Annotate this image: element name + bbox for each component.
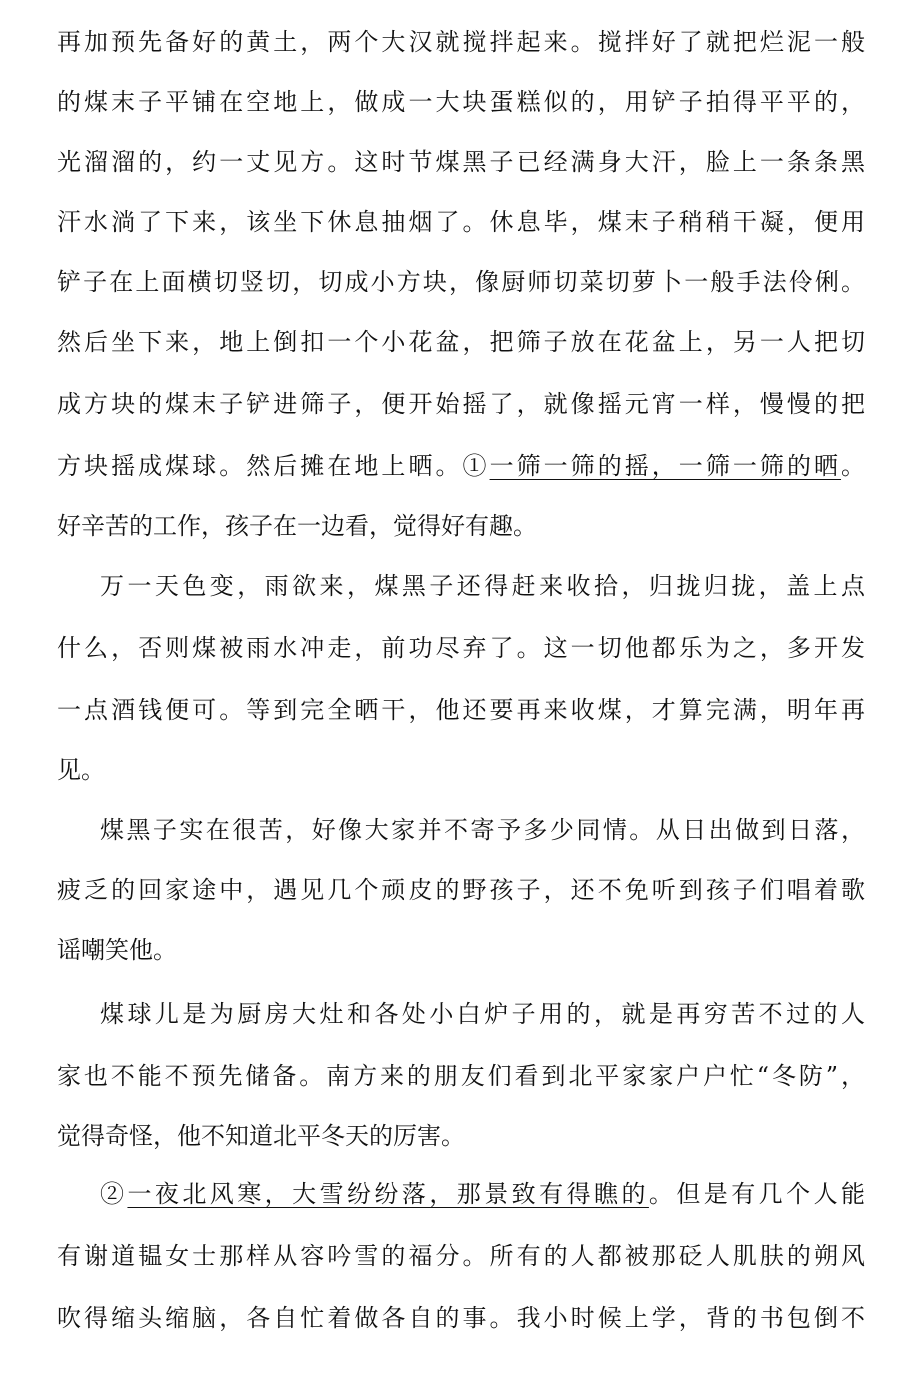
text-line: 有谢道韫女士那样从容吟雪的福分。所有的人都被那砭人肌肤的朔风 (57, 1242, 865, 1270)
text-line: 什么，否则煤被雨水冲走，前功尽弃了。这一切他都乐为之，多开发 (57, 634, 865, 662)
text-line: 见。 (57, 756, 105, 784)
text-line: 一点酒钱便可。等到完全晒干，他还要再来收煤，才算完满，明年再 (57, 696, 865, 724)
text-line: 吹得缩头缩脑，各自忙着做各自的事。我小时候上学，背的书包倒不 (57, 1304, 865, 1332)
text-line: 谣嘲笑他。 (57, 936, 177, 964)
underlined-sentence-2: 一夜北风寒，大雪纷纷落，那景致有得瞧的 (127, 1180, 649, 1208)
line-text: 。但是有几个人能 (648, 1180, 866, 1208)
text-line: 好辛苦的工作，孩子在一边看，觉得好有趣。 (57, 512, 537, 540)
text-line: 的煤末子平铺在空地上，做成一大块蛋糕似的，用铲子拍得平平的， (57, 88, 865, 116)
text-line: 铲子在上面横切竖切，切成小方块，像厨师切菜切萝卜一般手法伶俐。 (57, 268, 865, 296)
text-line: 家也不能不预先储备。南方来的朋友们看到北平家家户户忙“冬防”， (57, 1062, 865, 1090)
underlined-sentence-1: 一筛一筛的摇，一筛一筛的晒 (489, 452, 842, 480)
text-line: 觉得奇怪，他不知道北平冬天的厉害。 (57, 1122, 465, 1150)
text-line-with-underline-2 (100, 1174, 865, 1214)
text-line: 光溜溜的，约一丈见方。这时节煤黑子已经满身大汗，脸上一条条黑 (57, 148, 865, 176)
text-line-with-underline-1 (57, 446, 865, 486)
line-text: ② (100, 1180, 128, 1208)
line-text: 方块摇成煤球。然后摊在地上晒。① (57, 452, 490, 480)
text-line: 再加预先备好的黄土，两个大汉就搅拌起来。搅拌好了就把烂泥一般 (57, 28, 865, 56)
line-text: 。 (841, 452, 866, 480)
text-line: 然后坐下来，地上倒扣一个小花盆，把筛子放在花盆上，另一人把切 (57, 328, 865, 356)
text-line: 疲乏的回家途中，遇见几个顽皮的野孩子，还不免听到孩子们唱着歌 (57, 876, 865, 904)
paragraph-first-line: 煤黑子实在很苦，好像大家并不寄予多少同情。从日出做到日落， (100, 816, 865, 844)
paragraph-first-line: 万一天色变，雨欲来，煤黑子还得赶来收拾，归拢归拢，盖上点 (100, 572, 865, 600)
paragraph-first-line: 煤球儿是为厨房大灶和各处小白炉子用的，就是再穷苦不过的人 (100, 1000, 865, 1028)
text-line: 成方块的煤末子铲进筛子，便开始摇了，就像摇元宵一样，慢慢的把 (57, 390, 865, 418)
text-line: 汗水淌了下来，该坐下休息抽烟了。休息毕，煤末子稍稍干凝，便用 (57, 208, 865, 236)
